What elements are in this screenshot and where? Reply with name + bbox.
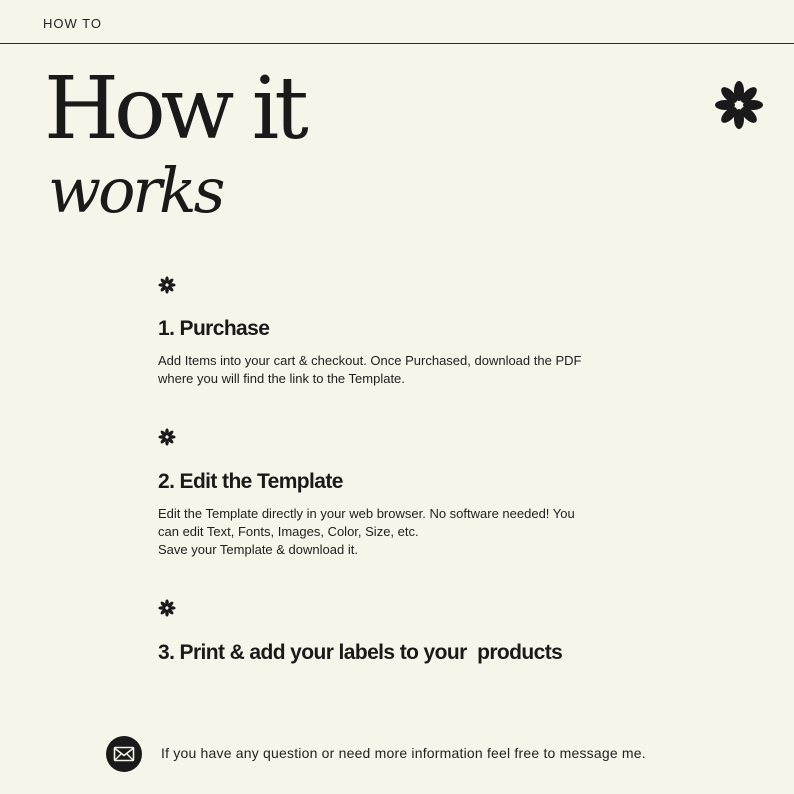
step-2-line-2: can edit Text, Fonts, Images, Color, Size, etc. — [158, 524, 419, 539]
step-2-asterisk-icon — [158, 428, 176, 446]
top-bar — [0, 0, 794, 44]
asterisk-flower-icon — [714, 80, 764, 130]
step-1-line-2: where you will find the link to the Template. — [158, 371, 405, 386]
step-2-line-1: Edit the Template directly in your web browser. No software needed! You — [158, 506, 575, 521]
envelope-icon[interactable] — [106, 736, 142, 772]
step-2-description — [158, 505, 638, 559]
section-label: HOW TO — [43, 16, 102, 31]
step-1-description — [158, 352, 638, 388]
contact-message: If you have any question or need more information feel free to message me. — [161, 745, 646, 761]
step-2-line-3: Save your Template & download it. — [158, 542, 358, 557]
page-title-line1: How it — [44, 59, 304, 159]
step-3-asterisk-icon — [158, 599, 176, 617]
step-1-line-1: Add Items into your cart & checkout. Once Purchased, download the PDF — [158, 353, 582, 368]
step-1-asterisk-icon — [158, 276, 176, 294]
step-1-title: 1. Purchase — [158, 317, 270, 340]
step-2-title: 2. Edit the Template — [158, 470, 343, 493]
page-title-line2: works — [48, 154, 223, 227]
step-3-title: 3. Print & add your labels to your products — [158, 641, 563, 664]
